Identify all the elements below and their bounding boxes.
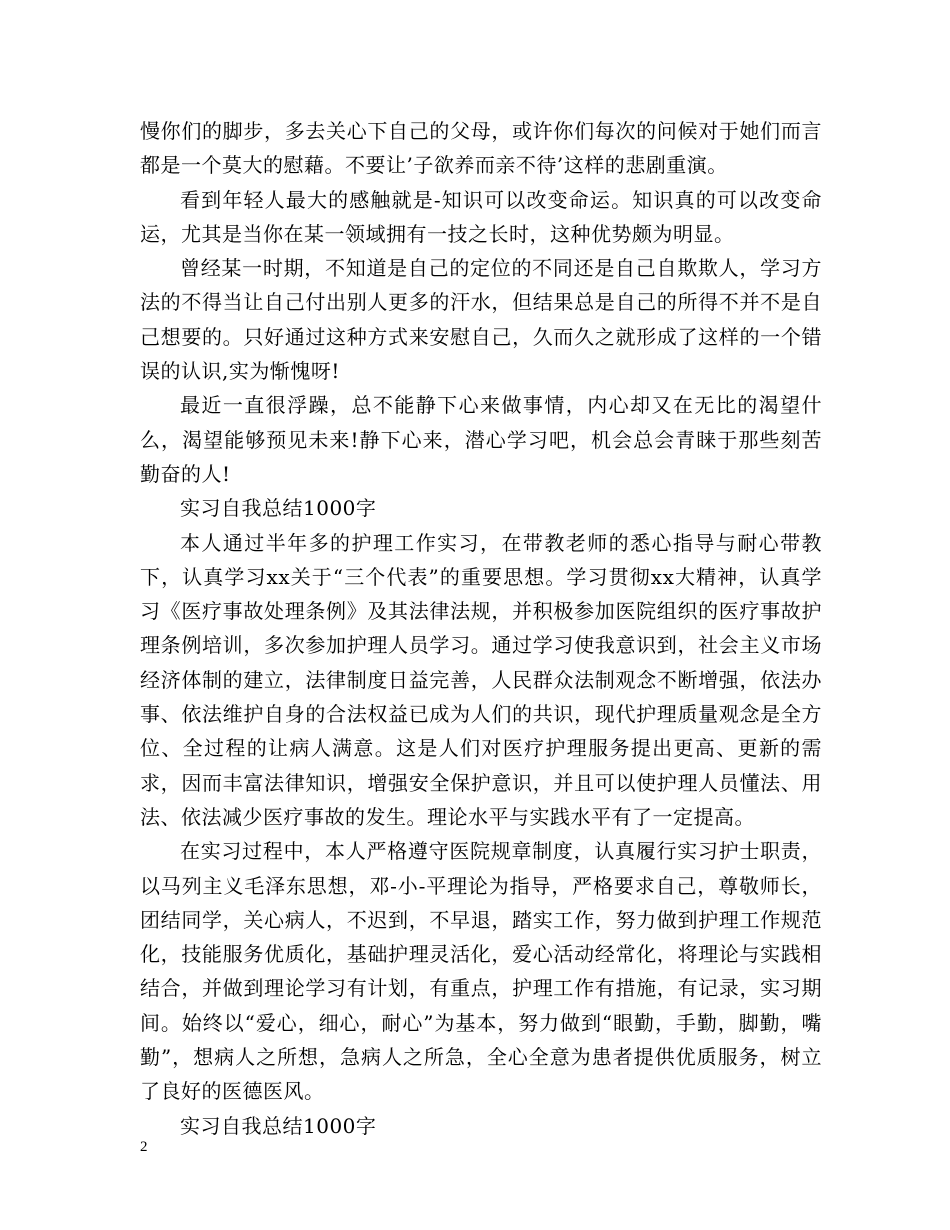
- paragraph-continuation: 慢你们的脚步，多去关心下自己的父母，或许你们每次的问候对于她们而言都是一个莫大的慰藉。不要让’子欲养而亲不待’这样的悲剧重演。: [140, 119, 822, 178]
- paragraph-knowledge: 看到年轻人最大的感触就是-知识可以改变命运。知识真的可以改变命运，尤其是当你在某一领域拥有一技之长时，这种优势颇为明显。: [140, 187, 822, 246]
- paragraph-internship-practice: 在实习过程中，本人严格遵守医院规章制度，认真履行实习护士职责，以马列主义毛泽东思想，邓-小-平理论为指导，严格要求自己，尊敬师长，团结同学，关心病人，不迟到，不早退，踏实工作，努力做到护理工作规范化，技能服务优质化，基础护理灵活化，爱心活动经常化，将理论与实践相结合，并做到理论学习有计划，有重点，护理工作有措施，有记录，实习期间。始终以“爱心，细心，耐心”为基本，努力做到“眼勤，手勤，脚勤，嘴勤”，想病人之所想，急病人之所急，全心全意为患者提供优质服务，树立了良好的医德医风。: [140, 839, 822, 1104]
- section-heading-repeat: 实习自我总结1000字: [180, 1113, 377, 1138]
- document-body: [140, 114, 822, 1143]
- paragraph-reflection: 曾经某一时期，不知道是自己的定位的不同还是自己自欺欺人，学习方法的不得当让自己付出别人更多的汗水，但结果总是自己的所得不并不是自己想要的。只好通过这种方式来安慰自己，久而久之就形成了这样的一个错误的认识,实为惭愧呀!: [140, 256, 822, 384]
- paragraph-restless: 最近一直很浮躁，总不能静下心来做事情，内心却又在无比的渴望什么，渴望能够预见未来!静下心来，潜心学习吧，机会总会青睐于那些刻苦勤奋的人!: [140, 393, 822, 486]
- section-heading: 实习自我总结1000字: [180, 496, 377, 521]
- paragraph-internship-study: 本人通过半年多的护理工作实习，在带教老师的悉心指导与耐心带教下，认真学习xx关于“三个代表”的重要思想。学习贯彻xx大精神，认真学习《医疗事故处理条例》及其法律法规，并积极参加医院组织的医疗事故护理条例培训，多次参加护理人员学习。通过学习使我意识到，社会主义市场经济体制的建立，法律制度日益完善，人民群众法制观念不断增强，依法办事、依法维护自身的合法权益已成为人们的共识，现代护理质量观念是全方位、全过程的让病人满意。这是人们对医疗护理服务提出更高、更新的需求，因而丰富法律知识，增强安全保护意识，并且可以使护理人员懂法、用法、依法减少医疗事故的发生。理论水平与实践水平有了一定提高。: [140, 530, 822, 829]
- page-number: 2: [140, 1139, 148, 1155]
